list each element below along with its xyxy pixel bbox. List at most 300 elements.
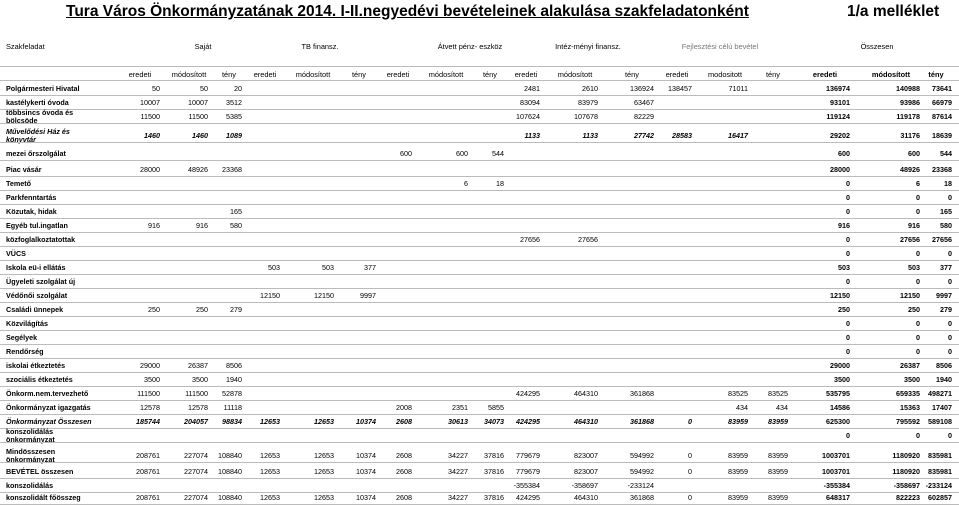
table-cell: 27656 <box>578 235 598 244</box>
row-divider <box>0 176 959 177</box>
table-cell: 10374 <box>356 493 376 502</box>
row-label: Piac vásár <box>6 165 42 174</box>
table-cell: 0 <box>916 347 920 356</box>
table-cell: -355384 <box>513 481 540 490</box>
table-cell: 659335 <box>896 389 920 398</box>
table-cell: 594992 <box>630 451 654 460</box>
table-cell: 12653 <box>314 493 334 502</box>
table-cell: 11500 <box>188 112 208 121</box>
table-cell: 0 <box>948 347 952 356</box>
table-cell: 18 <box>944 179 952 188</box>
row-label: Temető <box>6 179 32 188</box>
row-label: Polgármesteri Hivatal <box>6 84 80 93</box>
row-divider <box>0 142 959 143</box>
table-cell: 27742 <box>634 131 654 140</box>
row-label: konszolidálás <box>6 427 54 436</box>
column-header: tény <box>625 70 639 79</box>
table-cell: 30613 <box>448 417 468 426</box>
column-header: tény <box>766 70 780 79</box>
table-cell: 136974 <box>826 84 850 93</box>
table-cell: 361868 <box>630 417 654 426</box>
annex-label: 1/a melléklet <box>847 3 940 20</box>
table-cell: 66979 <box>932 98 952 107</box>
table-cell: 108840 <box>218 493 242 502</box>
table-cell: 1940 <box>936 375 952 384</box>
table-cell: 9997 <box>360 291 376 300</box>
table-cell: 0 <box>846 235 850 244</box>
table-cell: 1133 <box>524 131 540 140</box>
table-cell: 0 <box>846 347 850 356</box>
column-header: eredeti <box>386 70 410 79</box>
row-label: Közutak, hidak <box>6 207 57 216</box>
table-cell: 208761 <box>136 467 160 476</box>
row-label: konszolidálás <box>6 481 54 490</box>
table-cell: 11118 <box>223 403 242 412</box>
table-cell: 227074 <box>184 467 208 476</box>
table-cell: 250 <box>196 305 208 314</box>
row-label: Művelődési Ház és <box>6 127 70 136</box>
table-cell: 1089 <box>226 131 242 140</box>
table-cell: 377 <box>364 263 376 272</box>
table-cell: 464310 <box>574 493 598 502</box>
table-cell: 424295 <box>516 493 540 502</box>
table-cell: 361868 <box>630 493 654 502</box>
row-label: Védőnői szolgálat <box>6 291 68 300</box>
group-header: Fejlesztési célú bevétel <box>681 42 759 51</box>
row-divider <box>0 330 959 331</box>
column-header: módosított <box>871 70 911 79</box>
row-label: Családi ünnepek <box>6 305 64 314</box>
table-cell: 2608 <box>396 467 412 476</box>
table-cell: 37816 <box>484 451 504 460</box>
table-cell: 0 <box>846 319 850 328</box>
table-cell: 1460 <box>144 131 160 140</box>
table-cell: 73641 <box>932 84 952 93</box>
row-label: Közvilágítás <box>6 319 48 328</box>
group-header: Intéz-ményi finansz. <box>555 42 621 51</box>
row-divider <box>0 160 959 161</box>
row-divider <box>0 218 959 219</box>
table-cell: 600 <box>908 149 920 158</box>
row-label: Segélyek <box>6 333 38 342</box>
table-cell: 12578 <box>188 403 208 412</box>
row-divider <box>0 288 959 289</box>
table-cell: 835981 <box>928 451 952 460</box>
table-cell: -358697 <box>571 481 598 490</box>
table-cell: 0 <box>846 249 850 258</box>
table-cell: 0 <box>846 333 850 342</box>
table-cell: 31176 <box>900 131 920 140</box>
table-cell: 0 <box>846 179 850 188</box>
column-header: eredeti <box>514 70 538 79</box>
group-header: Saját <box>194 42 212 51</box>
row-label: önkormányzat <box>6 435 55 444</box>
table-cell: 424295 <box>516 417 540 426</box>
row-divider <box>0 316 959 317</box>
row-divider <box>0 95 959 96</box>
column-header: eredeti <box>812 70 838 79</box>
table-cell: 12653 <box>260 493 280 502</box>
table-cell: 11500 <box>140 112 160 121</box>
table-cell: 2608 <box>396 417 412 426</box>
table-cell: 15363 <box>900 403 920 412</box>
table-cell: 779679 <box>516 451 540 460</box>
table-cell: 93101 <box>830 98 850 107</box>
table-cell: 1940 <box>226 375 242 384</box>
table-cell: 498271 <box>928 389 952 398</box>
table-cell: 83959 <box>768 451 788 460</box>
table-cell: 0 <box>688 451 692 460</box>
table-cell: 0 <box>846 277 850 286</box>
table-cell: 0 <box>846 193 850 202</box>
row-label: Önkormányzat igazgatás <box>6 403 91 412</box>
table-cell: 3500 <box>834 375 850 384</box>
table-cell: 648317 <box>826 493 850 502</box>
row-label: Egyéb tul.ingatlan <box>6 221 68 230</box>
table-cell: 2608 <box>396 493 412 502</box>
table-cell: 98834 <box>222 417 242 426</box>
table-cell: 503 <box>268 263 280 272</box>
table-cell: 0 <box>916 431 920 440</box>
table-cell: 12653 <box>314 467 334 476</box>
table-cell: 424295 <box>516 389 540 398</box>
table-cell: 916 <box>908 221 920 230</box>
table-cell: 108840 <box>218 467 242 476</box>
table-cell: 227074 <box>184 451 208 460</box>
row-label: bölcsöde <box>6 116 38 125</box>
row-divider <box>0 123 959 124</box>
row-label: VÜCS <box>6 249 26 258</box>
table-cell: 795592 <box>896 417 920 426</box>
row-label: Iskola eü-i ellátás <box>6 263 66 272</box>
table-cell: 111500 <box>185 389 208 398</box>
table-cell: 83979 <box>578 98 598 107</box>
table-cell: 185744 <box>136 417 160 426</box>
table-cell: 3512 <box>226 98 242 107</box>
table-cell: 464310 <box>574 417 598 426</box>
table-cell: 0 <box>916 319 920 328</box>
table-cell: 6 <box>464 179 468 188</box>
column-header: eredeti <box>253 70 277 79</box>
table-cell: 14586 <box>830 403 850 412</box>
column-header: eredeti <box>128 70 152 79</box>
table-cell: 34227 <box>448 467 468 476</box>
table-cell: 2481 <box>524 84 540 93</box>
table-cell: 2608 <box>396 451 412 460</box>
table-cell: 6 <box>916 179 920 188</box>
row-label: közfoglalkoztatottak <box>6 235 76 244</box>
table-cell: 503 <box>322 263 334 272</box>
column-header: módosított <box>171 70 207 79</box>
table-cell: 29202 <box>830 131 850 140</box>
table-cell: 0 <box>948 319 952 328</box>
table-cell: 5855 <box>488 403 504 412</box>
table-cell: 625300 <box>826 417 850 426</box>
table-cell: 83094 <box>520 98 540 107</box>
row-divider <box>0 462 959 463</box>
group-header: TB finansz. <box>301 42 339 51</box>
table-cell: 20 <box>234 84 242 93</box>
table-cell: 12578 <box>140 403 160 412</box>
table-cell: 0 <box>948 277 952 286</box>
row-label: Ügyeleti szolgálat új <box>6 277 76 286</box>
table-cell: 18 <box>496 179 504 188</box>
table-cell: 434 <box>776 403 788 412</box>
header-divider <box>0 66 959 67</box>
table-cell: 2610 <box>582 84 598 93</box>
table-cell: 52878 <box>222 389 242 398</box>
table-cell: 34073 <box>484 417 504 426</box>
table-cell: 140988 <box>896 84 920 93</box>
table-cell: 50 <box>152 84 160 93</box>
table-cell: 580 <box>940 221 952 230</box>
table-cell: 83959 <box>728 493 748 502</box>
row-label: szociális étkeztetés <box>6 375 73 384</box>
table-cell: 16417 <box>728 131 748 140</box>
table-cell: 916 <box>196 221 208 230</box>
table-cell: 544 <box>940 149 952 158</box>
table-cell: 602857 <box>928 493 952 502</box>
table-cell: 87614 <box>932 112 952 121</box>
table-cell: 119124 <box>826 112 850 121</box>
table-cell: 1180920 <box>892 467 920 476</box>
table-cell: 0 <box>688 467 692 476</box>
row-label: mezei őrszolgálat <box>6 149 66 158</box>
table-cell: 279 <box>230 305 242 314</box>
table-cell: 227074 <box>184 493 208 502</box>
table-cell: 600 <box>838 149 850 158</box>
table-cell: 0 <box>948 431 952 440</box>
table-cell: 0 <box>948 333 952 342</box>
table-cell: 83959 <box>728 451 748 460</box>
row-divider <box>0 232 959 233</box>
table-cell: 544 <box>492 149 504 158</box>
row-label: Rendőrség <box>6 347 44 356</box>
group-header: Összesen <box>860 42 894 51</box>
table-cell: 12653 <box>314 417 334 426</box>
table-cell: 12150 <box>900 291 920 300</box>
row-divider <box>0 260 959 261</box>
table-cell: 136924 <box>630 84 654 93</box>
row-divider <box>0 344 959 345</box>
table-cell: 594992 <box>630 467 654 476</box>
table-cell: 83959 <box>768 417 788 426</box>
table-cell: 0 <box>916 207 920 216</box>
column-header: tény <box>483 70 497 79</box>
table-cell: 204057 <box>184 417 208 426</box>
table-cell: -233124 <box>925 481 952 490</box>
column-header: módosított <box>428 70 464 79</box>
table-cell: 208761 <box>136 493 160 502</box>
table-cell: 2008 <box>396 403 412 412</box>
table-cell: 12150 <box>260 291 280 300</box>
table-cell: 1460 <box>192 131 208 140</box>
table-cell: 464310 <box>574 389 598 398</box>
table-cell: 823007 <box>574 451 598 460</box>
table-cell: 26387 <box>188 361 208 370</box>
table-cell: 108840 <box>218 451 242 460</box>
table-cell: 83525 <box>768 389 788 398</box>
table-cell: 12653 <box>260 467 280 476</box>
table-cell: 2351 <box>452 403 468 412</box>
table-cell: 589108 <box>928 417 952 426</box>
table-cell: 29000 <box>140 361 160 370</box>
table-cell: 1180920 <box>892 451 920 460</box>
column-header: modositott <box>707 70 743 79</box>
table-cell: 8506 <box>226 361 242 370</box>
table-cell: 107624 <box>516 112 540 121</box>
column-header: tény <box>222 70 236 79</box>
table-cell: 12150 <box>830 291 850 300</box>
row-label: Önkormányzat Összesen <box>6 417 92 426</box>
table-cell: 138457 <box>668 84 692 93</box>
table-cell: 600 <box>456 149 468 158</box>
group-header: Átvett pénz- eszköz <box>437 42 503 51</box>
table-cell: 822223 <box>896 493 920 502</box>
table-cell: 779679 <box>516 467 540 476</box>
table-cell: 0 <box>916 333 920 342</box>
table-cell: 71011 <box>728 84 748 93</box>
table-cell: 119178 <box>896 112 920 121</box>
table-cell: 279 <box>940 305 952 314</box>
table-cell: 82229 <box>634 112 654 121</box>
table-cell: 9997 <box>936 291 952 300</box>
table-cell: 10374 <box>356 417 376 426</box>
table-cell: 535795 <box>826 389 850 398</box>
row-label: többsincs óvoda és <box>6 108 74 117</box>
table-cell: 83959 <box>768 493 788 502</box>
table-cell: 37816 <box>484 467 504 476</box>
row-divider <box>0 274 959 275</box>
table-cell: 823007 <box>574 467 598 476</box>
row-label: könyvtár <box>6 135 36 144</box>
row-divider <box>0 386 959 387</box>
table-cell: 93986 <box>900 98 920 107</box>
table-cell: 3500 <box>904 375 920 384</box>
table-cell: 208761 <box>136 451 160 460</box>
row-label: kastélykerti óvoda <box>6 98 69 107</box>
table-cell: 250 <box>148 305 160 314</box>
row-divider <box>0 414 959 415</box>
table-cell: 34227 <box>448 493 468 502</box>
column-header: tény <box>928 70 944 79</box>
row-divider <box>0 372 959 373</box>
table-cell: 48926 <box>900 165 920 174</box>
table-cell: 0 <box>916 193 920 202</box>
table-cell: 27656 <box>520 235 540 244</box>
table-cell: 580 <box>230 221 242 230</box>
table-cell: 0 <box>846 207 850 216</box>
table-cell: 12150 <box>314 291 334 300</box>
table-cell: 83959 <box>728 417 748 426</box>
table-cell: 28583 <box>672 131 692 140</box>
table-cell: 5385 <box>226 112 242 121</box>
table-cell: 1133 <box>582 131 598 140</box>
table-cell: 600 <box>400 149 412 158</box>
table-cell: 503 <box>838 263 850 272</box>
table-cell: 12653 <box>260 417 280 426</box>
row-label: iskolai étkeztetés <box>6 361 66 370</box>
table-cell: 165 <box>230 207 242 216</box>
table-cell: 107678 <box>574 112 598 121</box>
column-header: eredeti <box>665 70 689 79</box>
row-label: Mindösszesen <box>6 447 56 456</box>
table-cell: 250 <box>838 305 850 314</box>
table-cell: 83959 <box>768 467 788 476</box>
table-cell: 434 <box>736 403 748 412</box>
table-cell: 1003701 <box>822 451 850 460</box>
table-cell: 83525 <box>728 389 748 398</box>
table-cell: 10007 <box>140 98 160 107</box>
table-cell: 83959 <box>728 467 748 476</box>
table-cell: 63467 <box>634 98 654 107</box>
column-header: módosított <box>295 70 331 79</box>
row-divider <box>0 358 959 359</box>
table-cell: 916 <box>148 221 160 230</box>
table-cell: 23368 <box>222 165 242 174</box>
row-divider <box>0 204 959 205</box>
table-cell: 0 <box>948 193 952 202</box>
table-cell: 377 <box>940 263 952 272</box>
table-cell: -355384 <box>823 481 850 490</box>
table-cell: 503 <box>908 263 920 272</box>
table-cell: 26387 <box>900 361 920 370</box>
table-cell: 23368 <box>932 165 952 174</box>
table-cell: 111500 <box>137 389 160 398</box>
table-cell: 50 <box>200 84 208 93</box>
table-cell: 12653 <box>260 451 280 460</box>
table-cell: 0 <box>948 249 952 258</box>
table-cell: -233124 <box>627 481 654 490</box>
table-cell: 34227 <box>448 451 468 460</box>
row-divider <box>0 478 959 479</box>
table-cell: 17407 <box>932 403 952 412</box>
table-cell: 0 <box>916 249 920 258</box>
table-cell: 835981 <box>928 467 952 476</box>
table-cell: 0 <box>846 431 850 440</box>
table-cell: 29000 <box>830 361 850 370</box>
table-cell: 0 <box>916 277 920 286</box>
table-cell: 12653 <box>314 451 334 460</box>
table-cell: 10007 <box>188 98 208 107</box>
table-cell: 28000 <box>140 165 160 174</box>
table-cell: 18639 <box>932 131 952 140</box>
table-cell: 10374 <box>356 467 376 476</box>
table-cell: -358697 <box>893 481 920 490</box>
page-title: Tura Város Önkormányzatának 2014. I-II.negyedévi bevételeinek alakulása szakfeladatonként <box>66 3 749 20</box>
table-cell: 361868 <box>630 389 654 398</box>
row-label: önkormányzat <box>6 455 55 464</box>
table-cell: 37816 <box>484 493 504 502</box>
table-cell: 3500 <box>144 375 160 384</box>
table-cell: 48926 <box>188 165 208 174</box>
row-label: BEVÉTEL összesen <box>6 467 74 476</box>
table-cell: 0 <box>688 417 692 426</box>
row-divider <box>0 400 959 401</box>
table-cell: 8506 <box>936 361 952 370</box>
column-header: tény <box>352 70 366 79</box>
row-divider <box>0 246 959 247</box>
table-cell: 0 <box>688 493 692 502</box>
column-header: módosított <box>557 70 593 79</box>
row-divider <box>0 190 959 191</box>
header-divider <box>0 80 959 81</box>
table-cell: 250 <box>908 305 920 314</box>
table-cell: 1003701 <box>822 467 850 476</box>
row-label: konszolidált főösszeg <box>6 493 81 502</box>
table-cell: 3500 <box>192 375 208 384</box>
table-cell: 916 <box>838 221 850 230</box>
